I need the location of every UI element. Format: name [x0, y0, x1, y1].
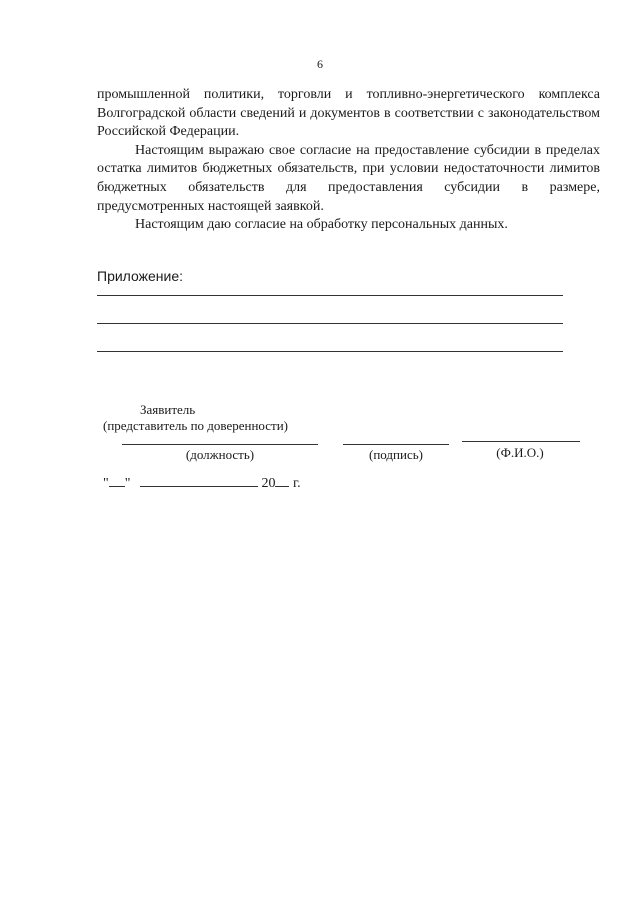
- date-close-quote: ": [124, 476, 131, 491]
- representative-label: (представитель по доверенности): [103, 418, 288, 433]
- attachment-line-1[interactable]: [97, 295, 563, 296]
- signature-caption: (подпись): [369, 447, 423, 462]
- page-number: 6: [317, 57, 323, 71]
- attachment-label: Приложение:: [97, 268, 184, 284]
- position-caption: (должность): [185, 447, 255, 462]
- paragraph-continuation: промышленной политики, торговли и топливно-энергетического комплекса Волгоградской области сведений и документов в соответствии с законодательством Российской Федерации.: [97, 87, 600, 140]
- year-suffix: г.: [292, 476, 301, 491]
- attachment-line-3[interactable]: [97, 351, 563, 352]
- date-line: [103, 474, 301, 492]
- month-blank[interactable]: [140, 474, 258, 487]
- year-prefix: 20: [261, 476, 276, 491]
- name-caption: (Ф.И.О.): [496, 445, 544, 460]
- date-open-quote: ": [103, 476, 109, 491]
- year-blank[interactable]: [275, 474, 289, 487]
- document-body: [97, 86, 600, 235]
- day-blank[interactable]: [109, 474, 125, 487]
- paragraph-subsidy-consent: Настоящим выражаю свое согласие на предоставление субсидии в пределах остатка лимитов бюджетных обязательств, при условии недостаточности лимитов бюджетных обязательств для предоставления субсидии в размере, предусмотренных настоящей заявкой.: [97, 142, 600, 214]
- attachment-line-2[interactable]: [97, 323, 563, 324]
- position-line[interactable]: [122, 444, 318, 445]
- signature-line[interactable]: [343, 444, 449, 445]
- name-line[interactable]: [462, 441, 580, 442]
- paragraph-personal-data-consent: Настоящим даю согласие на обработку персональных данных.: [135, 217, 508, 233]
- applicant-label: Заявитель: [140, 402, 196, 417]
